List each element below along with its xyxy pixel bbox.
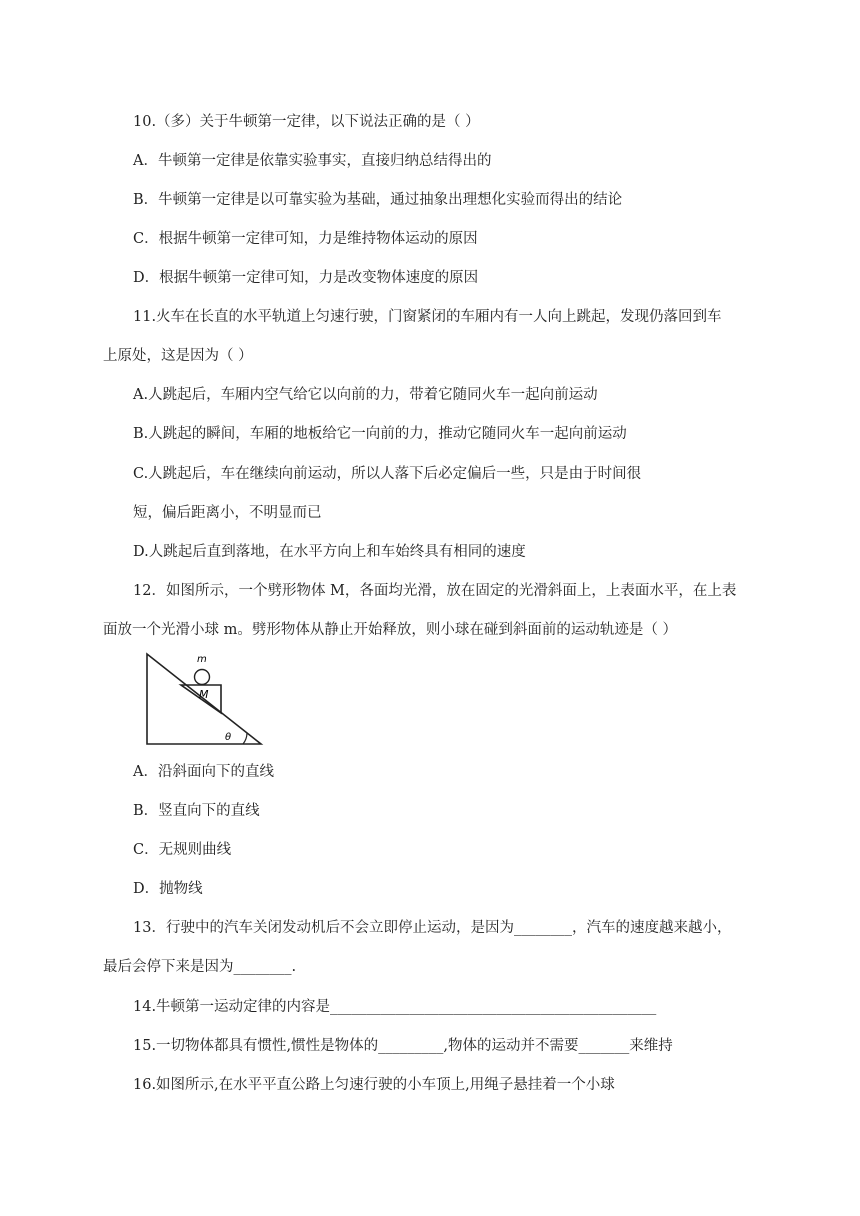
ball-circle — [195, 670, 210, 685]
angle-arc — [243, 733, 247, 744]
ball-label: m — [197, 654, 207, 665]
q11-option-c-cont: 短，偏后距离小，不明显而已 — [133, 505, 322, 521]
q11-option-b: B.人跳起的瞬间，车厢的地板给它一向前的力，推动它随同火车一起向前运动 — [133, 426, 627, 442]
q13-line2: 最后会停下来是因为________. — [103, 959, 297, 975]
q12-option-d: D．抛物线 — [133, 881, 203, 897]
q10-option-b: B．牛顿第一定律是以可靠实验为基础，通过抽象出理想化实验而得出的结论 — [133, 192, 623, 208]
q12-option-b: B．竖直向下的直线 — [133, 803, 260, 819]
q11-option-c: C.人跳起后，车在继续向前运动，所以人落下后必定偏后一些，只是由于时间很 — [133, 466, 642, 482]
incline-wedge-figure — [145, 652, 265, 748]
q11-option-a: A.人跳起后，车厢内空气给它以向前的力，带着它随同火车一起向前运动 — [133, 387, 598, 403]
q12-stem-line1: 12．如图所示，一个劈形物体 M，各面均光滑，放在固定的光滑斜面上，上表面水平，在上表 — [133, 583, 737, 599]
q13-line1: 13．行驶中的汽车关闭发动机后不会立即停止运动，是因为________，汽车的速度越来越小， — [133, 920, 732, 936]
q14-text: 14.牛顿第一运动定律的内容是_____________________________________________ — [133, 999, 657, 1015]
q10-option-c: C．根据牛顿第一定律可知，力是维持物体运动的原因 — [133, 231, 478, 247]
angle-label: θ — [225, 732, 232, 743]
q12-option-a: A．沿斜面向下的直线 — [133, 764, 274, 780]
q10-option-d: D．根据牛顿第一定律可知，力是改变物体速度的原因 — [133, 270, 479, 286]
q12-option-c: C．无规则曲线 — [133, 842, 232, 858]
q11-stem-line2: 上原处，这是因为（ ） — [103, 348, 253, 364]
q15-text: 15.一切物体都具有惯性,惯性是物体的_________,物体的运动并不需要_______来维持 — [133, 1038, 673, 1054]
q11-option-d: D.人跳起后直到落地，在水平方向上和车始终具有相同的速度 — [133, 544, 526, 560]
q10-stem: 10.（多）关于牛顿第一定律，以下说法正确的是（ ） — [133, 114, 480, 130]
wedge-label: M — [199, 688, 209, 701]
q10-option-a: A．牛顿第一定律是依靠实验事实，直接归纳总结得出的 — [133, 153, 492, 169]
q12-stem-line2: 面放一个光滑小球 m。劈形物体从静止开始释放，则小球在碰到斜面前的运动轨迹是（ ） — [103, 622, 677, 638]
q11-stem-line1: 11.火车在长直的水平轨道上匀速行驶，门窗紧闭的车厢内有一人向上跳起，发现仍落回到车 — [133, 309, 722, 325]
q16-text: 16.如图所示,在水平平直公路上匀速行驶的小车顶上,用绳子悬挂着一个小球 — [133, 1077, 615, 1093]
